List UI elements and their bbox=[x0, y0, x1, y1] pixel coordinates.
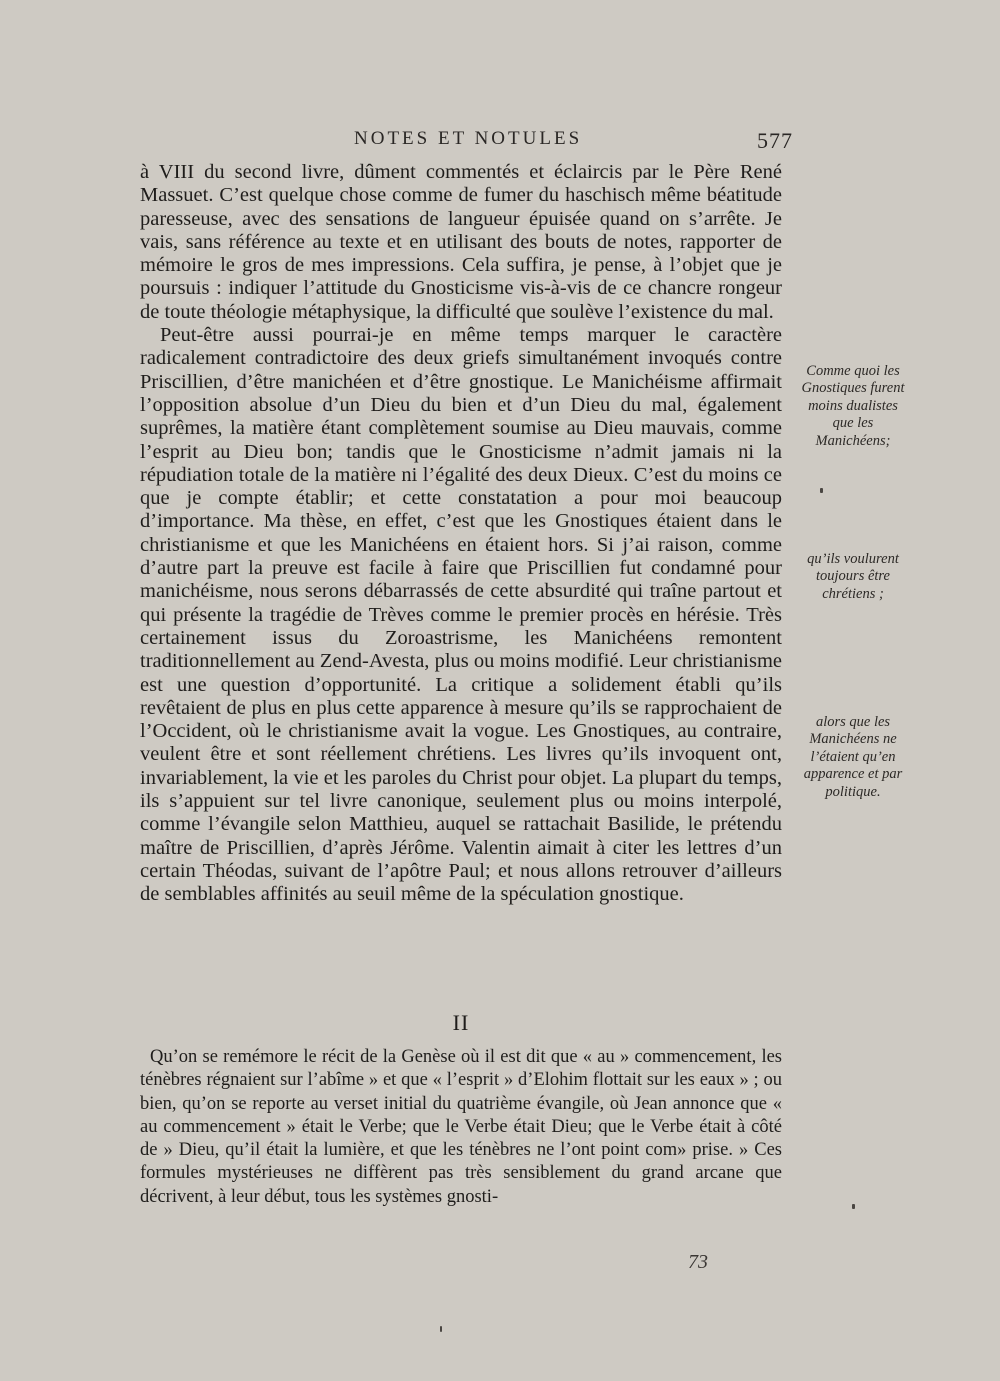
main-text bbox=[140, 161, 782, 907]
paragraph-main: Peut-être aussi pourrai-je en même temps marquer le caractère radicalement contradictoire des deux griefs simultanément invoqués contre Priscillien, d’être manichéen et d’être gnostique. Le Manichéisme affirmait l’opposition absolue d’un Dieu du bien et d’un Dieu du mal, également suprêmes, la matière étant complètement soumise au Dieu mauvais, comme l’esprit au Dieu bon; tandis que le Gnosticisme n’admit jamais ni la répudiation totale de la matière ni l’égalité des deux Dieux. C’est du moins ce que je compte établir; et cette constatation a pour moi beaucoup d’importance. Ma thèse, en effet, c’est que les Gnostiques étaient dans le christianisme et que les Manichéens en étaient hors. Si j’ai raison, comme d’autre part la preuve est facile à faire que Priscillien fut condamné pour manichéisme, nous serons débarrassés de cette absurdité qui traîne partout et qui présente la tragédie de Trèves comme le premier procès en hérésie. Très certainement issus du Zoroastrisme, les Manichéens remontent traditionnellement au Zend-Avesta, plus ou moins modifié. Leur christianisme est une question d’opportunité. La critique a solidement établi qu’ils revêtaient de plus en plus cette apparence à mesure qu’ils se rapprochaient de l’Occident, où le christianisme avait la vogue. Les Gnostiques, au contraire, veulent être et sont réellement chrétiens. Les livres qu’ils invoquent ont, invariablement, la vie et les paroles du Christ pour objet. La plupart du temps, ils s’appuient sur tel livre canonique, seulement plus ou moins interpolé, comme l’évangile selon Matthieu, auquel se rattachait Basilide, le prétendu maître de Priscillien, d’après Jérôme. Valentin aimait à citer les lettres d’un certain Théodas, suivant de l’apôtre Paul; et nous allons retrouver d’ailleurs de semblables affinités au seuil même de la spéculation gnostique. bbox=[140, 324, 782, 906]
signature-mark: 73 bbox=[688, 1251, 708, 1273]
ink-speck bbox=[820, 488, 823, 493]
margin-note-dualism: Comme quoi les Gnostiques furent moins dualistes que les Manichéens; bbox=[801, 363, 905, 449]
ink-speck bbox=[852, 1204, 855, 1209]
page-header bbox=[140, 128, 793, 158]
section-heading: II bbox=[452, 1010, 470, 1035]
running-title: NOTES ET NOTULES bbox=[354, 128, 583, 149]
section-text bbox=[140, 1046, 782, 1209]
paragraph-continued: à VIII du second livre, dûment commentés et éclaircis par le Père René Massuet. C’est quelque chose comme de fumer du haschisch même béatitude paresseuse, avec des sensations de langueur épuisée quand on s’arrête. Je vais, sans référence au texte et en utilisant des bouts de notes, rapporter de mémoire le gros de mes impressions. Cela suffira, je pense, à l’objet que je poursuis : indiquer l’attitude du Gnosticisme vis-à-vis de ce chancre rongeur de toute théologie métaphysique, la difficulté que soulève l’existence du mal. bbox=[140, 161, 782, 323]
page-number: 577 bbox=[757, 128, 793, 153]
margin-note-appearance: alors que les Manichéens ne l’étaient qu’en apparence et par politique. bbox=[803, 714, 903, 800]
margin-note-christians: qu’ils voulurent toujours être chrétiens ; bbox=[807, 551, 899, 602]
ink-speck bbox=[440, 1326, 442, 1332]
section-paragraph: Qu’on se remémore le récit de la Genèse où il est dit que « au » commencement, les ténèbres régnaient sur l’abîme » et que « l’esprit » d’Elohim flottait sur les eaux » ; ou bien, qu’on se reporte au verset initial du quatrième évangile, où Jean annonce que « au commencement » était le Verbe; que le Verbe était Dieu; que le Verbe était à côté de » Dieu, qu’il était la lumière, et que les ténèbres ne l’ont point com» prise. » Ces formules mystérieuses ne diffèrent pas très sensiblement du grand arcane que décrivent, à leur début, tous les systèmes gnosti- bbox=[140, 1047, 782, 1207]
